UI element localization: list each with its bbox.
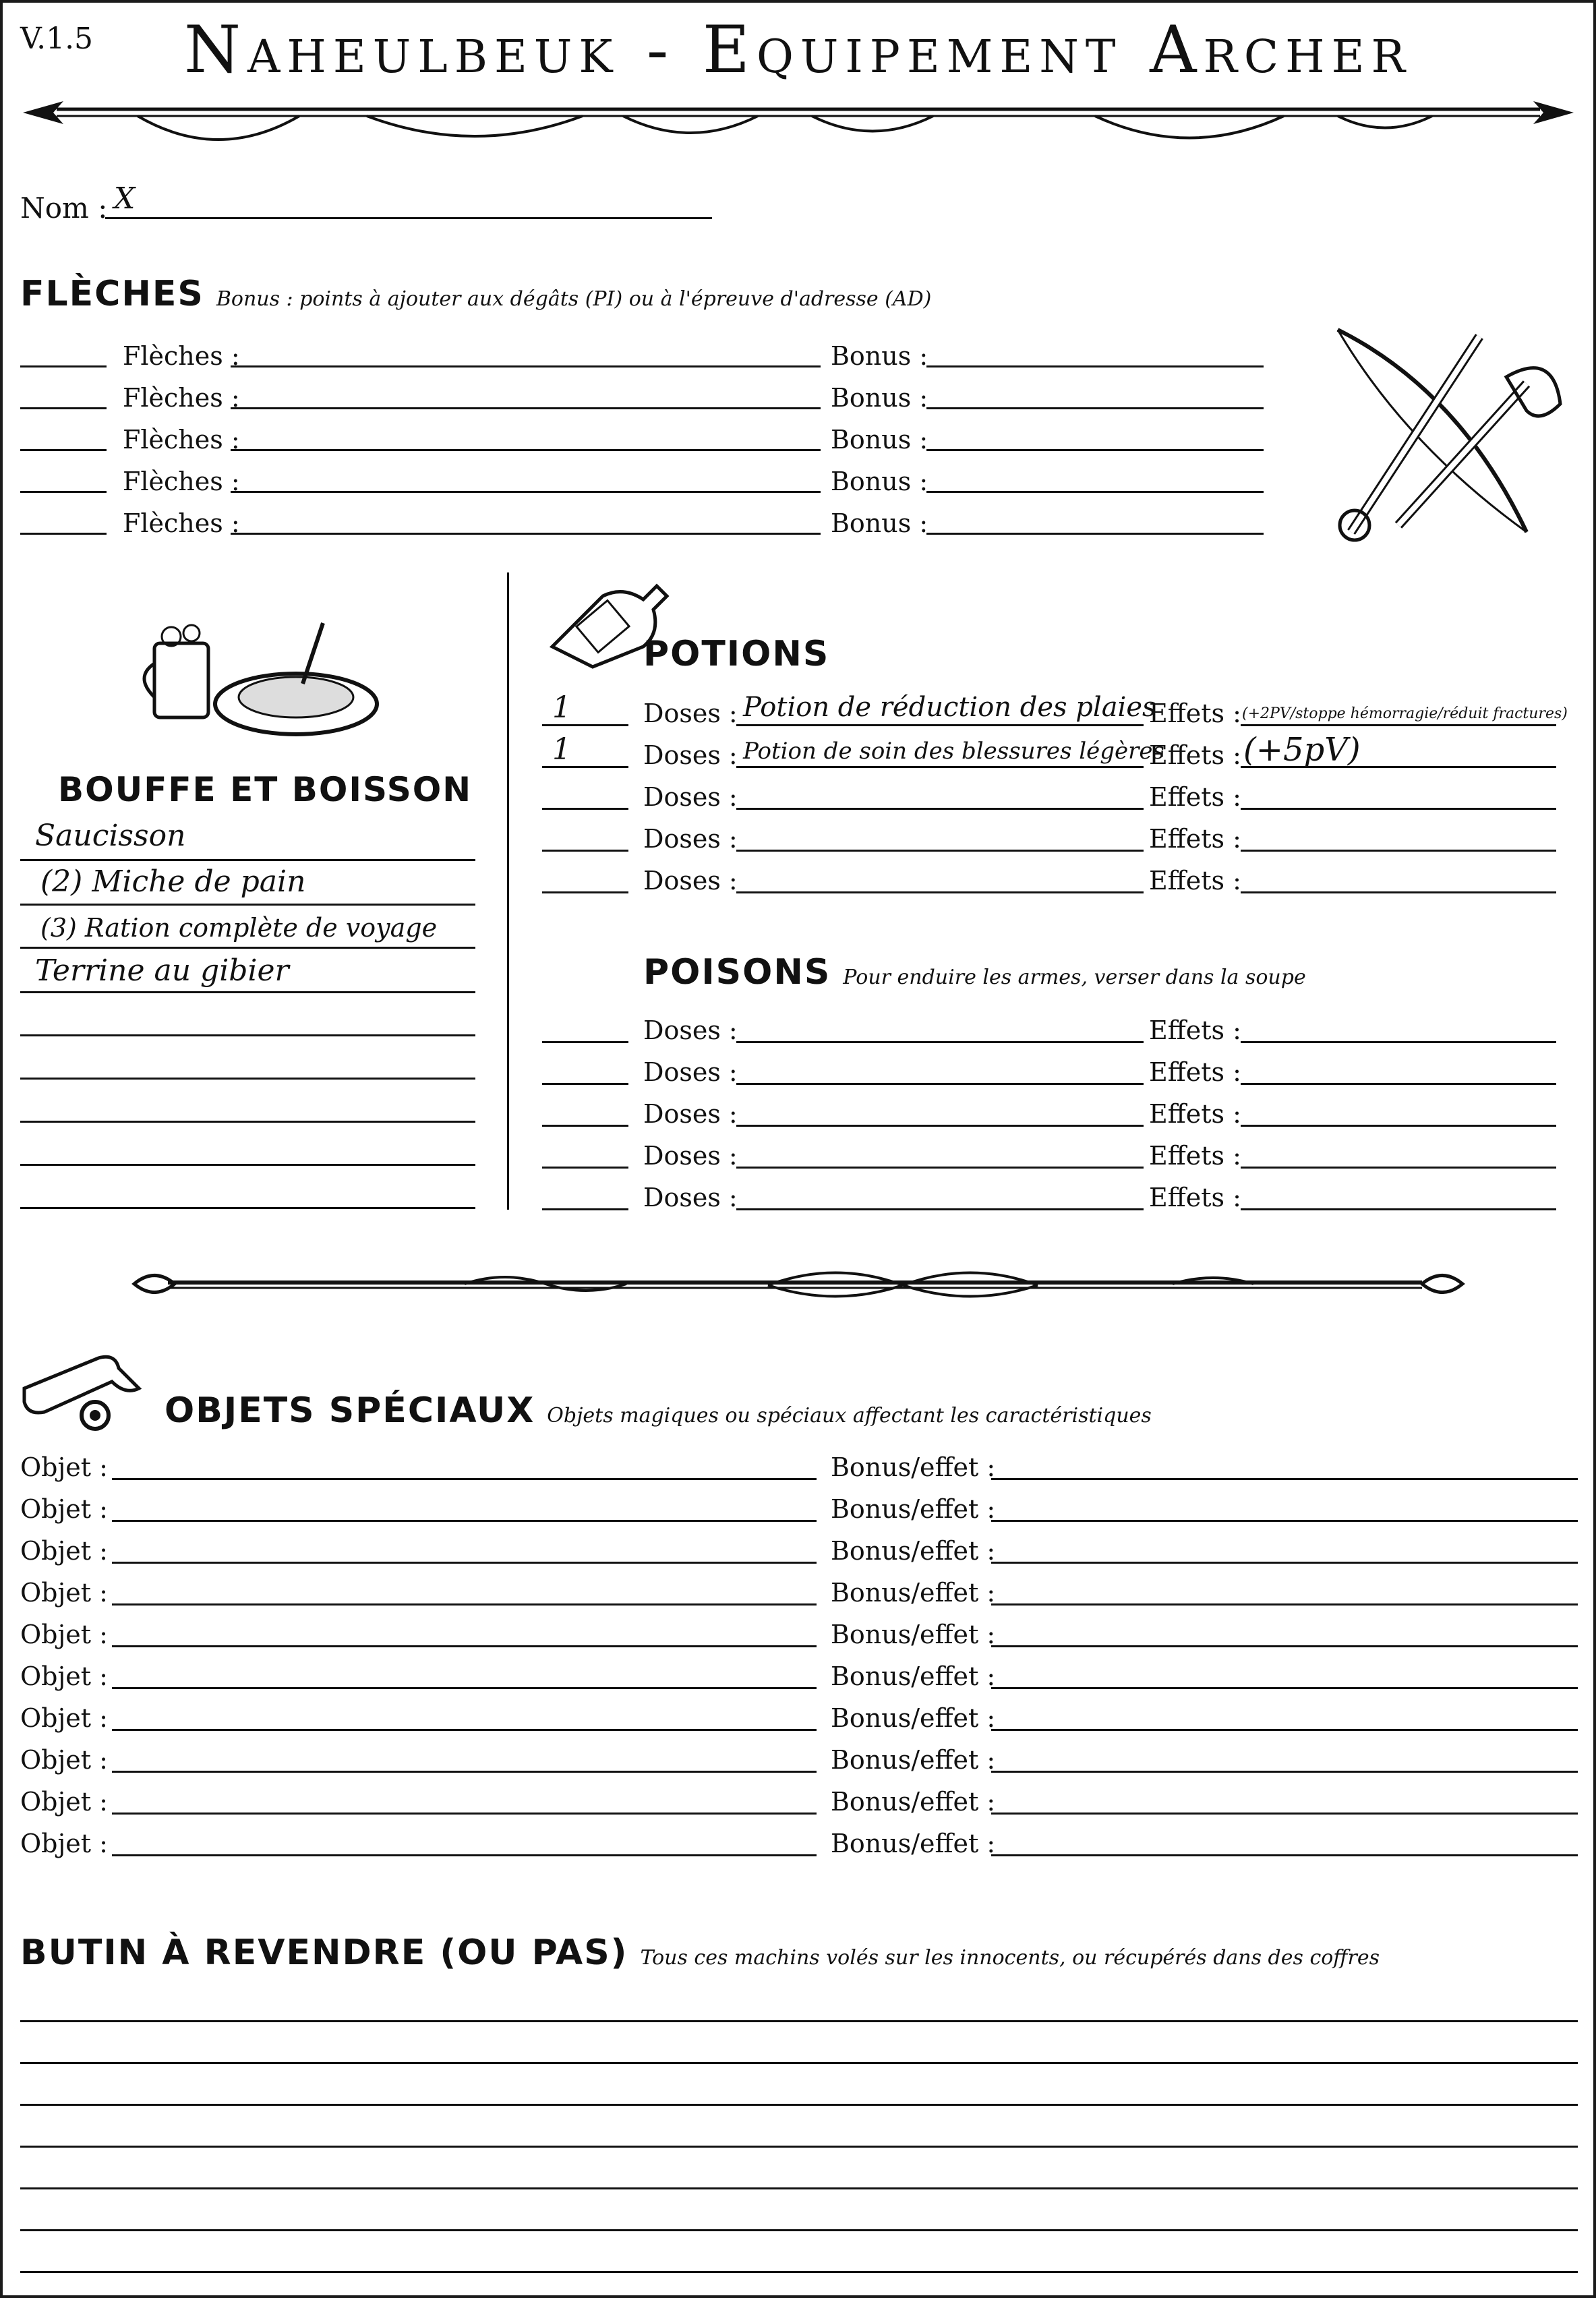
fleches-bonus-line[interactable] bbox=[926, 365, 1264, 367]
bouffe-item[interactable]: Terrine au gibier bbox=[35, 953, 289, 988]
poison-name-line[interactable] bbox=[736, 1167, 1144, 1169]
potion-doses-label: Doses : bbox=[643, 824, 738, 854]
fleches-name-line[interactable] bbox=[231, 449, 821, 451]
potion-name-line[interactable] bbox=[736, 724, 1144, 726]
fleches-label: Flèches : bbox=[123, 467, 240, 496]
fleches-section-title bbox=[20, 274, 931, 314]
fleches-label: Flèches : bbox=[123, 425, 240, 454]
poison-doses-label: Doses : bbox=[643, 1057, 738, 1087]
potion-effets-line[interactable] bbox=[1241, 808, 1556, 810]
objet-name-line[interactable] bbox=[112, 1813, 817, 1815]
objet-bonus-label: Bonus/effet : bbox=[831, 1787, 996, 1817]
poison-effets-line[interactable] bbox=[1241, 1167, 1556, 1169]
poison-effets-label: Effets : bbox=[1149, 1141, 1241, 1171]
potion-effets-line[interactable] bbox=[1241, 724, 1556, 726]
potion-qty-line[interactable] bbox=[542, 850, 628, 852]
objet-bonus-line[interactable] bbox=[991, 1687, 1578, 1689]
poisons-section-title bbox=[643, 952, 1306, 993]
version-label: V.1.5 bbox=[20, 22, 94, 56]
bouffe-line[interactable] bbox=[20, 947, 475, 949]
name-label: Nom : bbox=[20, 192, 108, 225]
objet-name-line[interactable] bbox=[112, 1478, 817, 1480]
fleches-title: FLÈCHES bbox=[20, 274, 204, 314]
potion-effets-label: Effets : bbox=[1149, 740, 1241, 770]
fleches-qty-line[interactable] bbox=[20, 491, 107, 493]
potion-name-line[interactable] bbox=[736, 850, 1144, 852]
potion-effets-label: Effets : bbox=[1149, 824, 1241, 854]
objet-bonus-label: Bonus/effet : bbox=[831, 1829, 996, 1858]
butin-title: BUTIN À REVENDRE (OU PAS) bbox=[20, 1933, 628, 1973]
objet-bonus-label: Bonus/effet : bbox=[831, 1452, 996, 1482]
objet-bonus-line[interactable] bbox=[991, 1562, 1578, 1564]
bouffe-line[interactable] bbox=[20, 859, 475, 861]
poison-effets-label: Effets : bbox=[1149, 1099, 1241, 1129]
objet-label: Objet : bbox=[20, 1452, 108, 1482]
potion-name[interactable]: Potion de réduction des plaies bbox=[743, 692, 1156, 723]
objet-bonus-line[interactable] bbox=[991, 1771, 1578, 1773]
objet-label: Objet : bbox=[20, 1745, 108, 1775]
potion-effets-line[interactable] bbox=[1241, 891, 1556, 893]
objet-bonus-line[interactable] bbox=[991, 1520, 1578, 1522]
fleches-qty-line[interactable] bbox=[20, 407, 107, 409]
potion-qty-line[interactable] bbox=[542, 724, 628, 726]
potion-effets-label: Effets : bbox=[1149, 699, 1241, 728]
fleches-bonus-label: Bonus : bbox=[831, 341, 928, 371]
poison-effets-line[interactable] bbox=[1241, 1125, 1556, 1127]
fleches-qty-line[interactable] bbox=[20, 365, 107, 367]
objet-bonus-label: Bonus/effet : bbox=[831, 1703, 996, 1733]
objet-label: Objet : bbox=[20, 1829, 108, 1858]
butin-line[interactable] bbox=[20, 2271, 1578, 2273]
butin-line[interactable] bbox=[20, 2187, 1578, 2189]
fleches-label: Flèches : bbox=[123, 341, 240, 371]
fleches-bonus-line[interactable] bbox=[926, 533, 1264, 535]
objet-bonus-label: Bonus/effet : bbox=[831, 1494, 996, 1524]
poison-name-line[interactable] bbox=[736, 1083, 1144, 1085]
poison-doses-label: Doses : bbox=[643, 1099, 738, 1129]
potion-doses-label: Doses : bbox=[643, 866, 738, 895]
bouffe-line[interactable] bbox=[20, 1164, 475, 1166]
objet-bonus-line[interactable] bbox=[991, 1478, 1578, 1480]
poisons-subtitle: Pour enduire les armes, verser dans la soupe bbox=[843, 966, 1306, 989]
objets-section-title bbox=[165, 1390, 1152, 1431]
potion-effets-label: Effets : bbox=[1149, 782, 1241, 812]
food-plate-icon bbox=[141, 610, 384, 741]
fleches-label: Flèches : bbox=[123, 508, 240, 538]
butin-line[interactable] bbox=[20, 2104, 1578, 2106]
potion-name-line[interactable] bbox=[736, 808, 1144, 810]
objet-name-line[interactable] bbox=[112, 1603, 817, 1605]
poison-name-line[interactable] bbox=[736, 1125, 1144, 1127]
fleches-name-line[interactable] bbox=[231, 365, 821, 367]
potion-doses-label: Doses : bbox=[643, 699, 738, 728]
bouffe-item[interactable]: Saucisson bbox=[35, 819, 186, 853]
potion-doses-label: Doses : bbox=[643, 782, 738, 812]
potion-qty-line[interactable] bbox=[542, 808, 628, 810]
poison-qty-line[interactable] bbox=[542, 1083, 628, 1085]
fleches-qty-line[interactable] bbox=[20, 449, 107, 451]
name-value[interactable]: X bbox=[114, 181, 136, 216]
fleches-name-line[interactable] bbox=[231, 407, 821, 409]
fleches-bonus-label: Bonus : bbox=[831, 467, 928, 496]
bouffe-line[interactable] bbox=[20, 1078, 475, 1080]
bouffe-item[interactable]: (2) Miche de pain bbox=[40, 864, 306, 899]
fleches-qty-line[interactable] bbox=[20, 533, 107, 535]
fleches-name-line[interactable] bbox=[231, 491, 821, 493]
poison-doses-label: Doses : bbox=[643, 1141, 738, 1171]
fleches-bonus-label: Bonus : bbox=[831, 383, 928, 413]
bouffe-line[interactable] bbox=[20, 1121, 475, 1123]
butin-line[interactable] bbox=[20, 2229, 1578, 2231]
objet-bonus-label: Bonus/effet : bbox=[831, 1536, 996, 1566]
potion-qty[interactable]: 1 bbox=[552, 732, 571, 767]
crossed-weapons-icon bbox=[1324, 310, 1574, 559]
poison-qty-line[interactable] bbox=[542, 1125, 628, 1127]
objet-bonus-line[interactable] bbox=[991, 1854, 1578, 1856]
objet-label: Objet : bbox=[20, 1661, 108, 1691]
potion-name-line[interactable] bbox=[736, 891, 1144, 893]
fleches-bonus-line[interactable] bbox=[926, 407, 1264, 409]
butin-line[interactable] bbox=[20, 2146, 1578, 2148]
potion-name-line[interactable] bbox=[736, 766, 1144, 768]
poison-doses-label: Doses : bbox=[643, 1183, 738, 1212]
potion-effets-line[interactable] bbox=[1241, 766, 1556, 768]
poison-qty-line[interactable] bbox=[542, 1167, 628, 1169]
fleches-bonus-label: Bonus : bbox=[831, 508, 928, 538]
objet-label: Objet : bbox=[20, 1787, 108, 1817]
potion-qty-line[interactable] bbox=[542, 766, 628, 768]
objets-title: OBJETS SPÉCIAUX bbox=[165, 1390, 535, 1431]
staff-divider-icon bbox=[127, 1257, 1469, 1311]
poison-effets-line[interactable] bbox=[1241, 1041, 1556, 1043]
objet-label: Objet : bbox=[20, 1703, 108, 1733]
bouffe-line[interactable] bbox=[20, 1034, 475, 1036]
name-field-line[interactable] bbox=[105, 217, 712, 219]
poison-effets-line[interactable] bbox=[1241, 1208, 1556, 1210]
poison-effets-line[interactable] bbox=[1241, 1083, 1556, 1085]
fleches-name-line[interactable] bbox=[231, 533, 821, 535]
objet-name-line[interactable] bbox=[112, 1520, 817, 1522]
poison-effets-label: Effets : bbox=[1149, 1183, 1241, 1212]
objet-name-line[interactable] bbox=[112, 1562, 817, 1564]
potion-qty[interactable]: 1 bbox=[552, 690, 571, 725]
potion-effets-line[interactable] bbox=[1241, 850, 1556, 852]
poison-name-line[interactable] bbox=[736, 1208, 1144, 1210]
potion-name[interactable]: Potion de soin des blessures légères bbox=[743, 738, 1164, 765]
bouffe-line[interactable] bbox=[20, 904, 475, 906]
objet-label: Objet : bbox=[20, 1494, 108, 1524]
poison-effets-label: Effets : bbox=[1149, 1057, 1241, 1087]
scroll-ring-icon bbox=[18, 1348, 166, 1436]
page-title: Naheulbeuk - Equipement Archer bbox=[184, 12, 1412, 88]
objet-name-line[interactable] bbox=[112, 1687, 817, 1689]
butin-line[interactable] bbox=[20, 2062, 1578, 2064]
butin-line[interactable] bbox=[20, 2020, 1578, 2022]
fleches-bonus-line[interactable] bbox=[926, 449, 1264, 451]
objet-name-line[interactable] bbox=[112, 1854, 817, 1856]
bouffe-line[interactable] bbox=[20, 1207, 475, 1209]
poison-doses-label: Doses : bbox=[643, 1015, 738, 1045]
fleches-bonus-line[interactable] bbox=[926, 491, 1264, 493]
potion-effets[interactable]: (+5pV) bbox=[1243, 731, 1361, 769]
objet-name-line[interactable] bbox=[112, 1771, 817, 1773]
objet-bonus-label: Bonus/effet : bbox=[831, 1620, 996, 1649]
objet-label: Objet : bbox=[20, 1620, 108, 1649]
potion-effets-label: Effets : bbox=[1149, 866, 1241, 895]
butin-section-title bbox=[20, 1933, 1380, 1973]
objet-bonus-line[interactable] bbox=[991, 1813, 1578, 1815]
potion-qty-line[interactable] bbox=[542, 891, 628, 893]
bouffe-item[interactable]: (3) Ration complète de voyage bbox=[40, 913, 438, 943]
potions-title: POTIONS bbox=[643, 634, 830, 674]
bouffe-title: BOUFFE ET BOISSON bbox=[58, 770, 473, 809]
poison-name-line[interactable] bbox=[736, 1041, 1144, 1043]
objet-label: Objet : bbox=[20, 1578, 108, 1608]
fleches-label: Flèches : bbox=[123, 383, 240, 413]
bouffe-line[interactable] bbox=[20, 991, 475, 993]
fleches-subtitle: Bonus : points à ajouter aux dégâts (PI) ou à l'épreuve d'adresse (AD) bbox=[216, 287, 932, 311]
bow-divider-icon bbox=[16, 82, 1580, 156]
poisons-title: POISONS bbox=[643, 952, 831, 993]
potion-doses-label: Doses : bbox=[643, 740, 738, 770]
objet-bonus-line[interactable] bbox=[991, 1603, 1578, 1605]
objet-bonus-label: Bonus/effet : bbox=[831, 1661, 996, 1691]
objet-bonus-line[interactable] bbox=[991, 1729, 1578, 1731]
objet-bonus-label: Bonus/effet : bbox=[831, 1578, 996, 1608]
objet-name-line[interactable] bbox=[112, 1729, 817, 1731]
fleches-bonus-label: Bonus : bbox=[831, 425, 928, 454]
objet-name-line[interactable] bbox=[112, 1645, 817, 1647]
poison-effets-label: Effets : bbox=[1149, 1015, 1241, 1045]
column-divider bbox=[507, 572, 509, 1210]
objet-bonus-line[interactable] bbox=[991, 1645, 1578, 1647]
poison-qty-line[interactable] bbox=[542, 1208, 628, 1210]
objet-bonus-label: Bonus/effet : bbox=[831, 1745, 996, 1775]
objet-label: Objet : bbox=[20, 1536, 108, 1566]
objets-subtitle: Objets magiques ou spéciaux affectant les caractéristiques bbox=[547, 1404, 1152, 1427]
poison-qty-line[interactable] bbox=[542, 1041, 628, 1043]
butin-subtitle: Tous ces machins volés sur les innocents, ou récupérés dans des coffres bbox=[640, 1946, 1380, 1970]
potion-effets[interactable]: (+2PV/stoppe hémorragie/réduit fractures) bbox=[1242, 705, 1568, 722]
